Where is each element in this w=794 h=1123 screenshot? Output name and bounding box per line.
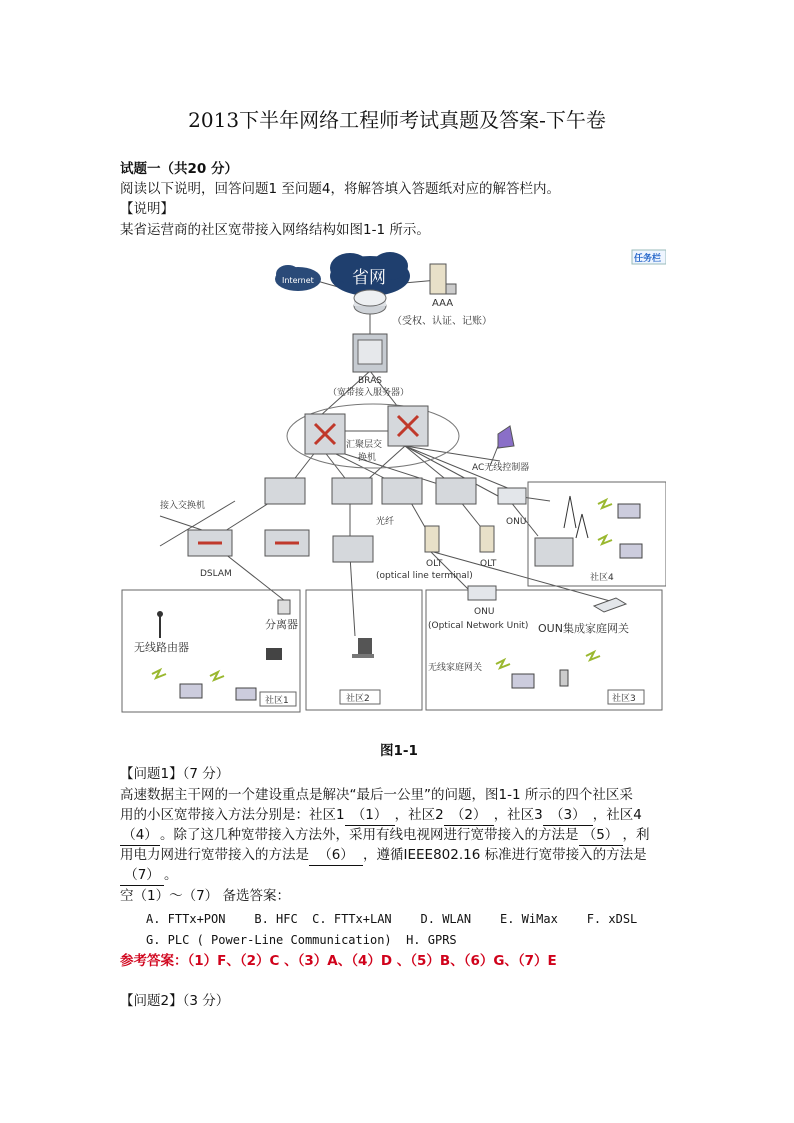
olt-left-icon [425,526,439,552]
access-switch-icon [382,478,422,504]
blank-5: （5） [579,826,623,846]
community4-label: 社区4 [590,573,614,583]
dslam-icon [188,530,232,556]
laptop-icon [512,674,534,688]
community1-label: 社区1 [265,696,289,706]
aggregation-switch-icon [388,406,428,446]
wireless-signal-icon [586,652,600,660]
province-network-label: 省网 [352,268,386,288]
antenna-icon [157,611,163,638]
blank-4: （4） [120,826,160,846]
blank-2: （2） [444,806,494,826]
fiber-switch-icon [333,536,373,562]
community2-label: 社区2 [346,694,370,704]
desktop-computer-icon [352,638,374,658]
mobile-phone-icon [560,670,568,686]
description-text: 某省运营商的社区宽带接入网络结构如图1-1 所示。 [120,222,430,238]
switch-icon [265,530,309,556]
aaa-label: AAA [432,298,454,309]
figure-caption: 图1-1 [380,743,418,759]
onu-top-icon [498,488,526,504]
options-line1: A. FTTx+PON B. HFC C. FTTx+LAN D. WLAN E. WiMax F. xDSL [146,912,638,926]
fiber-label: 光纤 [376,517,395,527]
community4-box [528,482,666,586]
antenna-tower-icon [564,496,588,538]
dslam-label: DSLAM [200,569,232,579]
splitter-label: 分离器 [265,618,298,631]
watermark-text: 任务栏 [634,254,662,264]
bras-device-icon [353,334,387,372]
community3-label: 社区3 [612,694,636,704]
access-switch-icon [265,478,305,504]
question1-line1: 高速数据主干网的一个建设重点是解决“最后一公里”的问题，图1-1 所示的四个社区采 [120,787,633,803]
ac-label: AC无线控制器 [472,463,530,473]
laptop-icon [620,544,642,558]
access-switch-icon [332,478,372,504]
aaa-server-icon [430,264,456,294]
access-switches [265,478,476,504]
blank-3: （3） [543,806,593,826]
blank-6: （6） [309,846,363,866]
section-label: 【说明】 [120,201,174,217]
wireless-router-label: 无线路由器 [134,641,189,654]
laptop-icon [236,688,256,700]
internet-label: Internet [282,276,314,285]
wireless-signal-icon [152,670,166,678]
network-diagram [120,246,666,716]
olt-left-label: OLT [426,559,443,569]
question1-line2: 用的小区宽带接入方法分别是：社区1 （1） ，社区2 （2） ，社区3 （3） ，社区4 [120,806,642,826]
watermark-badge [632,250,666,264]
aaa-description: （受权、认证、记账） [392,316,492,327]
laptop-icons [180,684,256,700]
olt-right-icon [480,526,494,552]
question1-line4: 用电力网进行宽带接入的方法是 （6） ，遵循IEEE802.16 标准进行宽带接入的方法是 [120,846,647,866]
question1-heading: 【问题1】（7 分） [120,766,230,782]
reference-answer: 参考答案：（1）F、（2）C 、（3）A、（4）D 、（5）B、（6）G、（7）E [120,953,557,969]
laptop-icons [618,504,642,558]
question-heading: 试题一（共20 分） [120,161,238,177]
onu-top-label: ONU [506,517,527,527]
wireless-signal-icon [598,536,612,544]
telephone-icon [266,648,282,660]
home-gateway-icon [594,598,626,612]
onu-mid-label: ONU [474,607,495,617]
community4-switch-icon [535,538,573,566]
router-icon [354,290,386,314]
onu-mid-icon [468,586,496,600]
page-title: 2013下半年网络工程师考试真题及答案-下午卷 [188,108,606,132]
laptop-icon [180,684,202,698]
splitter-icon [278,600,290,614]
aggregation-label-2: 换机 [358,453,377,463]
intro-text: 阅读以下说明，回答问题1 至问题4，将解答填入答题纸对应的解答栏内。 [120,181,560,197]
question2-heading: 【问题2】（3 分） [120,993,230,1009]
options-line2: G. PLC ( Power-Line Communication) H. GPRS [146,933,457,947]
laptop-icon [618,504,640,518]
laptop-icons [512,674,534,688]
access-switch-label: 接入交换机 [160,501,206,511]
oun-gateway-label: OUN集成家庭网关 [538,622,629,635]
ac-controller-icon [498,426,514,448]
onu-description: (Optical Network Unit) [428,621,529,631]
bras-description: （宽带接入服务器） [328,388,410,398]
blank-options-heading: 空（1）～（7） 备选答案： [120,888,290,904]
wireless-signal-icon [496,660,510,668]
question1-line3: （4） 。除了这几种宽带接入方法外，采用有线电视网进行宽带接入的方法是 （5） ，利 [120,826,650,846]
wireless-gateway-label: 无线家庭网关 [428,663,483,673]
network-links [160,279,610,636]
access-switch-icon [436,478,476,504]
question1-line5: （7） 。 [120,866,178,886]
aggregation-label-1: 汇聚层交 [346,440,383,450]
wireless-signal-icon [598,500,612,508]
olt-right-label: OLT [480,559,497,569]
internet-cloud-icon [275,265,321,291]
blank-1: （1） [345,806,395,826]
aggregation-switch-icon [305,414,345,454]
province-network-cloud-icon [330,252,410,296]
wireless-signal-icon [210,672,224,680]
olt-description: (optical line terminal) [376,571,473,581]
blank-7: （7） [120,866,164,886]
bras-label: BRAS [358,376,382,386]
